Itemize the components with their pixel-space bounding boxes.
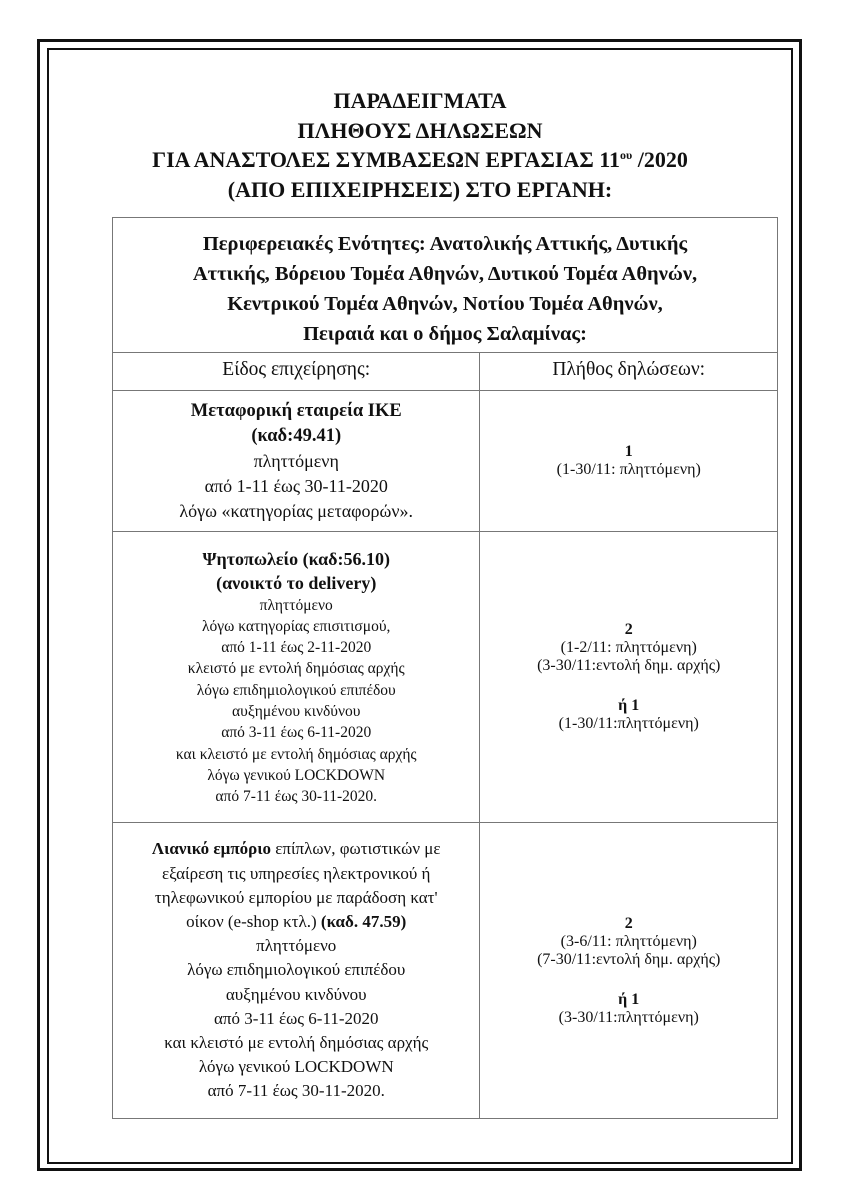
header-declaration-count xyxy=(480,353,778,391)
title-line: ΠΛΗΘΟΥΣ ΔΗΛΩΣΕΩΝ xyxy=(297,117,543,143)
business-code: (καδ. 47.59) xyxy=(320,911,407,931)
business-detail: και κλειστό με εντολή δημόσιας αρχής xyxy=(175,745,417,763)
business-detail: κλειστό με εντολή δημόσιας αρχής xyxy=(187,660,405,678)
business-name: Ψητοπωλείο (καδ:56.10) xyxy=(202,548,390,569)
count-detail: (1-2/11: πληττόμενη) xyxy=(560,639,697,656)
count-cell xyxy=(480,823,778,1119)
count-detail: (1-30/11: πληττόμενη) xyxy=(556,461,701,478)
business-detail: λόγω γενικού LOCKDOWN xyxy=(198,1057,394,1077)
declarations-table xyxy=(112,217,778,1119)
alternative-count: ή 1 xyxy=(618,990,640,1008)
region-header xyxy=(113,218,778,353)
business-detail: πληττόμενο xyxy=(259,596,333,614)
alternative-detail: (1-30/11:πληττόμενη) xyxy=(558,715,699,732)
declaration-count: 2 xyxy=(624,914,633,932)
header-business-type-label: Είδος επιχείρησης: xyxy=(222,358,371,380)
business-detail: από 7-11 έως 30-11-2020. xyxy=(207,1081,385,1101)
document-title xyxy=(47,86,793,204)
business-name-rest: επίπλων, φωτιστικών με xyxy=(271,839,441,859)
title-line3-main: ΓΙΑ ΑΝΑΣΤΟΛΕΣ ΣΥΜΒΑΣΕΩΝ ΕΡΓΑΣΙΑΣ 11 xyxy=(152,147,621,172)
business-detail: λόγω κατηγορίας επισιτισμού, xyxy=(202,617,391,635)
business-cell xyxy=(113,391,480,532)
business-name-line xyxy=(152,837,441,861)
business-description-last xyxy=(186,910,406,934)
region-line: Περιφερειακές Ενότητες: Ανατολικής Αττικής, Δυτικής xyxy=(202,233,688,255)
business-detail: πληττόμενη xyxy=(253,450,339,471)
business-cell xyxy=(113,532,480,823)
region-line: Αττικής, Βόρειου Τομέα Αθηνών, Δυτικού Τομέα Αθηνών, xyxy=(192,263,698,285)
table-row xyxy=(113,391,778,532)
business-detail: από 1-11 έως 2-11-2020 xyxy=(221,639,372,657)
region-line: Κεντρικού Τομέα Αθηνών, Νοτίου Τομέα Αθηνών, xyxy=(227,293,663,315)
business-detail: από 3-11 έως 6-11-2020 xyxy=(221,724,372,742)
title-line: ΠΑΡΑΔΕΙΓΜΑΤΑ xyxy=(333,88,507,113)
business-description: εξαίρεση τις υπηρεσίες ηλεκτρονικού ή xyxy=(162,863,431,883)
business-code: (ανοικτό το delivery) xyxy=(216,572,377,593)
declaration-count: 2 xyxy=(624,621,633,638)
title-ordinal-suffix: ου xyxy=(620,148,633,162)
table-row xyxy=(113,532,778,823)
business-detail: λόγω επιδημιολογικού επιπέδου xyxy=(187,960,406,980)
alternative-detail: (3-30/11:πληττόμενη) xyxy=(558,1008,699,1026)
header-declaration-count-label: Πλήθος δηλώσεων: xyxy=(552,358,706,380)
business-detail: αυξημένου κινδύνου xyxy=(225,984,367,1004)
business-name: Λιανικό εμπόριο xyxy=(151,839,271,859)
alternative-count: ή 1 xyxy=(618,697,640,714)
declaration-count: 1 xyxy=(624,443,633,460)
business-detail: λόγω γενικού LOCKDOWN xyxy=(207,766,386,784)
count-detail: (3-30/11:εντολή δημ. αρχής) xyxy=(537,657,721,674)
business-detail: από 7-11 έως 30-11-2020. xyxy=(215,788,378,806)
business-code: (καδ:49.41) xyxy=(251,425,342,446)
business-detail: από 1-11 έως 30-11-2020 xyxy=(204,475,388,496)
business-detail: και κλειστό με εντολή δημόσιας αρχής xyxy=(164,1033,429,1052)
business-detail: πληττόμενο xyxy=(256,936,337,956)
business-detail: λόγω επιδημιολογικού επιπέδου xyxy=(196,681,396,699)
count-detail: (3-6/11: πληττόμενη) xyxy=(560,932,697,950)
business-description: οίκον (e-shop κτλ.) xyxy=(186,911,321,931)
business-cell xyxy=(113,823,480,1119)
count-detail: (7-30/11:εντολή δημ. αρχής) xyxy=(537,950,721,968)
table-row xyxy=(113,823,778,1119)
table-header-row xyxy=(113,353,778,391)
business-detail: λόγω «κατηγορίας μεταφορών». xyxy=(179,500,414,521)
title-line3-end: /2020 xyxy=(632,147,688,172)
title-line xyxy=(47,145,793,175)
region-line: Πειραιά και ο δήμος Σαλαμίνας: xyxy=(303,323,587,345)
business-description: τηλεφωνικού εμπορίου με παράδοση κατ' xyxy=(154,887,438,907)
business-name: Μεταφορική εταιρεία ΙΚΕ xyxy=(190,400,402,421)
count-cell xyxy=(480,532,778,823)
count-cell xyxy=(480,391,778,532)
header-business-type xyxy=(113,353,480,391)
business-detail: αυξημένου κινδύνου xyxy=(232,703,361,720)
title-line: (ΑΠΟ ΕΠΙΧΕΙΡΗΣΕΙΣ) ΣΤΟ ΕΡΓΑΝΗ: xyxy=(227,176,613,202)
business-detail: από 3-11 έως 6-11-2020 xyxy=(213,1008,379,1028)
